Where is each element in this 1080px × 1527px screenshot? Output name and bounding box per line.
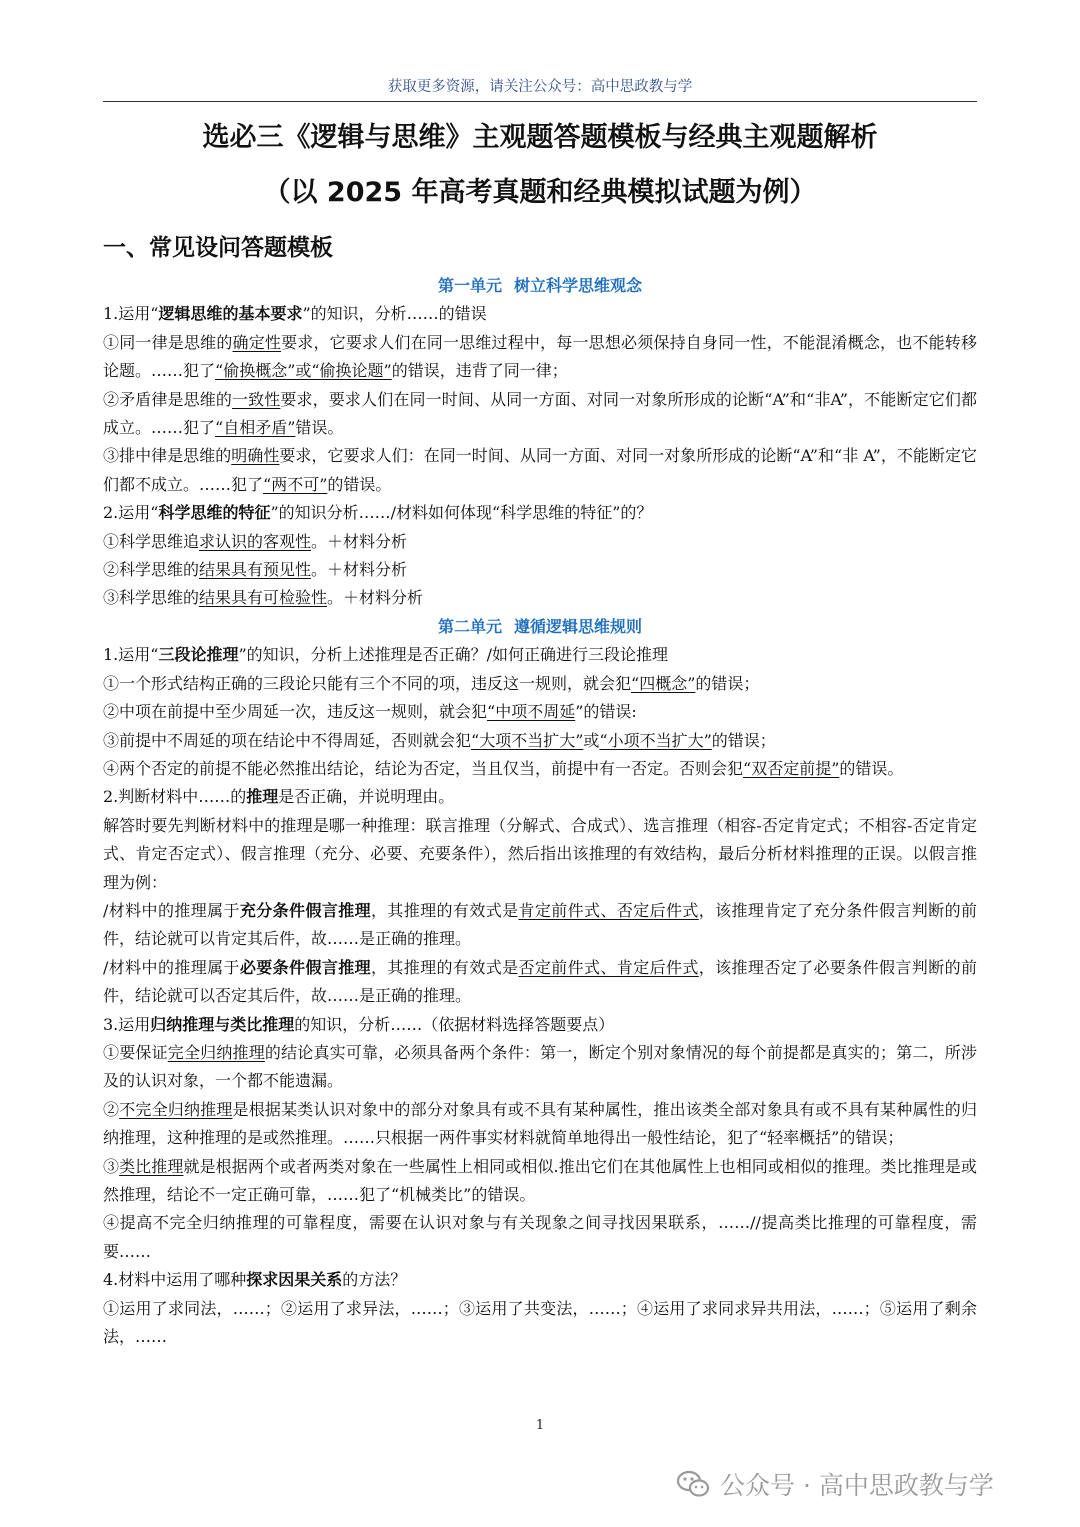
- question-heading: 2.判断材料中……的推理是否正确，并说明理由。: [103, 787, 455, 807]
- page-header: 获取更多资源，请关注公众号：高中思政教与学: [103, 77, 977, 102]
- answer-explanation: 解答时要先判断材料中的推理是哪一种推理：联言推理（分解式、合成式）、选言推理（相容-否定肯定式；不相容-否定肯定式、肯定否定式）、假言推理（充分、必要、充要条件），然后指出该推理的有效结构，最后分析材料推理的正误。以假言推理为例：: [103, 815, 977, 892]
- answer-item: ②中项在前提中至少周延一次，违反这一规则，就会犯“中项不周延”的错误:: [103, 702, 637, 722]
- answer-item: ②不完全归纳推理是根据某类认识对象中的部分对象具有或不具有某种属性，推出该类全部对象具有或不具有某种属性的归纳推理，这种推理的是或然推理。……只根据一两件事实材料就简单地得出一般性结论，犯了“轻率概括”的错误；: [103, 1099, 977, 1148]
- unit-heading-1: 第一单元 树立科学思维观念: [437, 276, 643, 295]
- question-heading: 4.材料中运用了哪种探求因果关系的方法？: [103, 1270, 407, 1290]
- answer-item: ①要保证完全归纳推理的结论真实可靠，必须具备两个条件：第一，断定个别对象情况的每个前提都是真实的；第二，所涉及的认识对象，一个都不能遗漏。: [103, 1042, 977, 1091]
- answer-item: /材料中的推理属于充分条件假言推理，其推理的有效式是肯定前件式、否定后件式，该推理肯定了充分条件假言判断的前件，结论就可以肯定其后件，故……是正确的推理。: [103, 900, 977, 949]
- answer-item: ③类比推理就是根据两个或者两类对象在一些属性上相同或相似.推出它们在其他属性上也相同或相似的推理。类比推理是或然推理，结论不一定正确可靠，……犯了“机械类比”的错误。: [103, 1156, 977, 1204]
- answer-item: ④提高不完全归纳推理的可靠程度，需要在认识对象与有关现象之间寻找因果联系，……//提高类比推理的可靠程度，需要……: [103, 1213, 977, 1261]
- question-heading: 1.运用“逻辑思维的基本要求”的知识，分析……的错误: [103, 304, 487, 324]
- answer-item: ①同一律是思维的确定性要求，它要求人们在同一思维过程中，每一思想必须保持自身同一性，不能混淆概念，也不能转移论题。……犯了“偷换概念”或“偷换论题”的错误，违背了同一律；: [103, 332, 977, 381]
- unit-heading-2: 第二单元 遵循逻辑思维规则: [437, 616, 643, 636]
- watermark: [676, 1464, 1056, 1504]
- answer-item: ①一个形式结构正确的三段论只能有三个不同的项，违反这一规则，就会犯“四概念”的错误；: [103, 673, 760, 693]
- answer-item: ①运用了求同法，……；②运用了求异法，……；③运用了共变法，……；④运用了求同求异共用法，……；⑤运用了剩余法，……: [103, 1298, 977, 1347]
- answer-item: /材料中的推理属于必要条件假言推理，其推理的有效式是否定前件式、肯定后件式，该推理否定了必要条件假言判断的前件，结论就可以否定其后件，故……是正确的推理。: [103, 957, 977, 1006]
- watermark-text: 公众号 · 高中思政教与学: [720, 1471, 994, 1500]
- answer-item: ③前提中不周延的项在结论中不得周延，否则就会犯“大项不当扩大”或“小项不当扩大”的错误；: [103, 730, 776, 750]
- answer-item: ④两个否定的前提不能必然推出结论，结论为否定，当且仅当，前提中有一否定。否则会犯“双否定前提”的错误。: [103, 758, 904, 778]
- wechat-logo-icon: [676, 1469, 710, 1499]
- section-heading: 一、常见设问答题模板: [103, 235, 333, 261]
- answer-item: ②科学思维的结果具有预见性。＋材料分析: [103, 560, 408, 580]
- document-title: 选必三《逻辑与思维》主观题答题模板与经典主观题解析: [202, 122, 878, 153]
- page-number: 1: [535, 1418, 545, 1433]
- document-subtitle: （以 2025 年高考真题和经典模拟试题为例）: [263, 177, 817, 208]
- answer-item: ②矛盾律是思维的一致性要求，要求人们在同一时间、从同一方面、对同一对象所形成的论断“A”和“非A”，不能断定它们都成立。……犯了“自相矛盾”错误。: [103, 389, 977, 438]
- answer-item: ①科学思维追求认识的客观性。＋材料分析: [103, 531, 408, 551]
- answer-item: ③科学思维的结果具有可检验性。＋材料分析: [103, 588, 424, 608]
- document-body: [103, 272, 977, 1351]
- question-heading: 3.运用归纳推理与类比推理的知识，分析……（依据材料选择答题要点）: [103, 1014, 615, 1034]
- question-heading: 1.运用“三段论推理”的知识，分析上述推理是否正确？/如何正确进行三段论推理: [103, 645, 669, 665]
- answer-item: ③排中律是思维的明确性要求，它要求人们：在同一时间、从同一方面、对同一对象所形成的论断“A”和“非 A”，不能断定它们都不成立。……犯了“两不可”的错误。: [103, 446, 977, 494]
- question-heading: 2.运用“科学思维的特征”的知识分析……/材料如何体现“科学思维的特征”的？: [103, 503, 653, 523]
